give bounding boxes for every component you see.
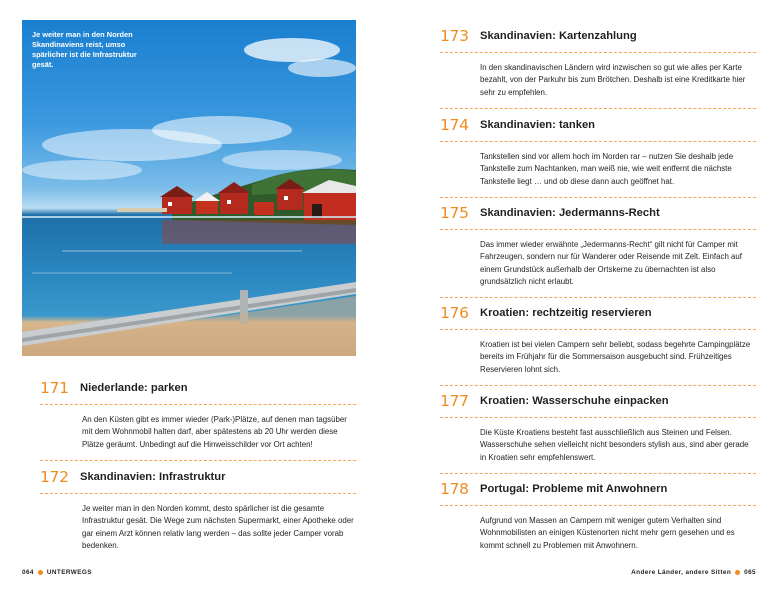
entry-title: Portugal: Probleme mit Anwohnern — [480, 483, 668, 495]
dashed-divider — [440, 417, 756, 418]
dashed-divider — [440, 329, 756, 330]
entry-number: 173 — [440, 27, 469, 45]
entry-title: Niederlande: parken — [80, 382, 188, 394]
entry-title: Kroatien: Wasserschuhe einpacken — [480, 395, 669, 407]
entry-number: 172 — [40, 468, 69, 486]
entry-heading — [440, 114, 756, 136]
entry-number: 171 — [40, 379, 69, 397]
left-page-number: 064 — [22, 569, 34, 576]
harbor-photo — [22, 20, 356, 356]
entry-number: 178 — [440, 480, 469, 498]
right-footer — [631, 569, 756, 576]
dashed-divider — [440, 505, 756, 506]
entry-title: Skandinavien: Kartenzahlung — [480, 30, 637, 42]
entry-body: Das immer wieder erwähnte „Jedermanns-Recht“ gilt nicht für Camper mit Fahrzeugen, sondern nur für Wanderer oder Reisende mit Zelt. Einfach auf einem Grundstück außerhalb der Ortskerne zu übernachten ist also grundsätzlich nicht erlaubt. — [480, 240, 742, 286]
entry-number: 177 — [440, 392, 469, 410]
left-footer — [22, 569, 92, 576]
entry-heading — [440, 25, 756, 47]
entry-body: An den Küsten gibt es immer wieder (Park-)Plätze, auf denen man tagsüber mit dem Wohnmobil halten darf, aber spätestens ab 20 Uhr werden diese Plätze geräumt. Unbedingt auf die Hinweisschilder vor Ort achten! — [82, 415, 347, 449]
dashed-divider — [440, 229, 756, 230]
right-page-number: 065 — [744, 569, 756, 576]
entry-title: Skandinavien: Jedermanns-Recht — [480, 207, 660, 219]
entry-number: 175 — [440, 204, 469, 222]
entry-heading — [440, 302, 756, 324]
dashed-divider — [440, 197, 756, 198]
entry-175 — [440, 202, 756, 298]
dashed-divider — [40, 404, 356, 405]
entry-body: Aufgrund von Massen an Campern mit weniger gutem Verhalten sind Wohnmobilisten an einigen Küstenorten nicht mehr gern gesehen und es kommt schnell zu Problemen mit Anwohnern. — [480, 516, 735, 550]
entry-body: In den skandinavischen Ländern wird inzwischen so gut wie alles per Karte bezahlt, von der Parkuhr bis zum Brötchen. Deshalb ist eine Kreditkarte hier sehr zu empfehlen. — [480, 63, 746, 97]
entry-172 — [40, 466, 356, 552]
left-section-title: UNTERWEGS — [46, 569, 92, 576]
entry-heading — [440, 390, 756, 412]
dashed-divider — [440, 297, 756, 298]
entry-176 — [440, 302, 756, 386]
entry-number: 174 — [440, 116, 469, 134]
entry-177 — [440, 390, 756, 474]
dot-icon — [735, 570, 740, 575]
photo-caption: Je weiter man in den Norden Skandinaviens reist, umso spärlicher ist die Infrastruktur gesät. — [32, 30, 137, 69]
dashed-divider — [40, 493, 356, 494]
entry-178 — [440, 478, 756, 552]
dot-icon — [38, 570, 43, 575]
entry-title: Skandinavien: Infrastruktur — [80, 471, 226, 483]
entry-body: Tankstellen sind vor allem hoch im Norden rar – nutzen Sie deshalb jede Tankstelle zum Nachtanken, man weiß nie, wie weit entfernt die nächste Tankstelle liegt … und ob diese dann auch geöffnet hat. — [480, 152, 734, 186]
entry-number: 176 — [440, 304, 469, 322]
entry-174 — [440, 114, 756, 198]
entry-heading — [440, 478, 756, 500]
dashed-divider — [440, 141, 756, 142]
dashed-divider — [40, 460, 356, 461]
dashed-divider — [440, 52, 756, 53]
right-section-title: Andere Länder, andere Sitten — [631, 569, 732, 576]
entry-body: Je weiter man in den Norden kommt, desto spärlicher ist die gesamte Infrastruktur gesät. Die Wege zum nächsten Supermarkt, einer Apotheke oder gar einem Arzt können relativ lang werden – das sollte jeder Camper vorab bedenken. — [82, 504, 354, 550]
harbor-illustration — [22, 20, 356, 356]
entry-title: Kroatien: rechtzeitig reservieren — [480, 307, 652, 319]
entry-171 — [40, 377, 356, 461]
entry-173 — [440, 25, 756, 109]
dashed-divider — [440, 473, 756, 474]
entry-heading — [440, 202, 756, 224]
entry-heading — [40, 466, 356, 488]
dashed-divider — [440, 108, 756, 109]
entry-body: Kroatien ist bei vielen Campern sehr beliebt, sodass begehrte Campingplätze bereits im Frühjahr für die Sommersaison ausgebucht sind. Frühzeitiges Reservieren lohnt sich. — [480, 340, 751, 374]
entry-heading — [40, 377, 356, 399]
entry-body: Die Küste Kroatiens besteht fast ausschließlich aus Steinen und Felsen. Wasserschuhe sehen vielleicht nicht besonders stylish aus, sind aber gerade in Kroatien sehr empfehlenswert. — [480, 428, 749, 462]
dashed-divider — [440, 385, 756, 386]
entry-title: Skandinavien: tanken — [480, 119, 596, 131]
